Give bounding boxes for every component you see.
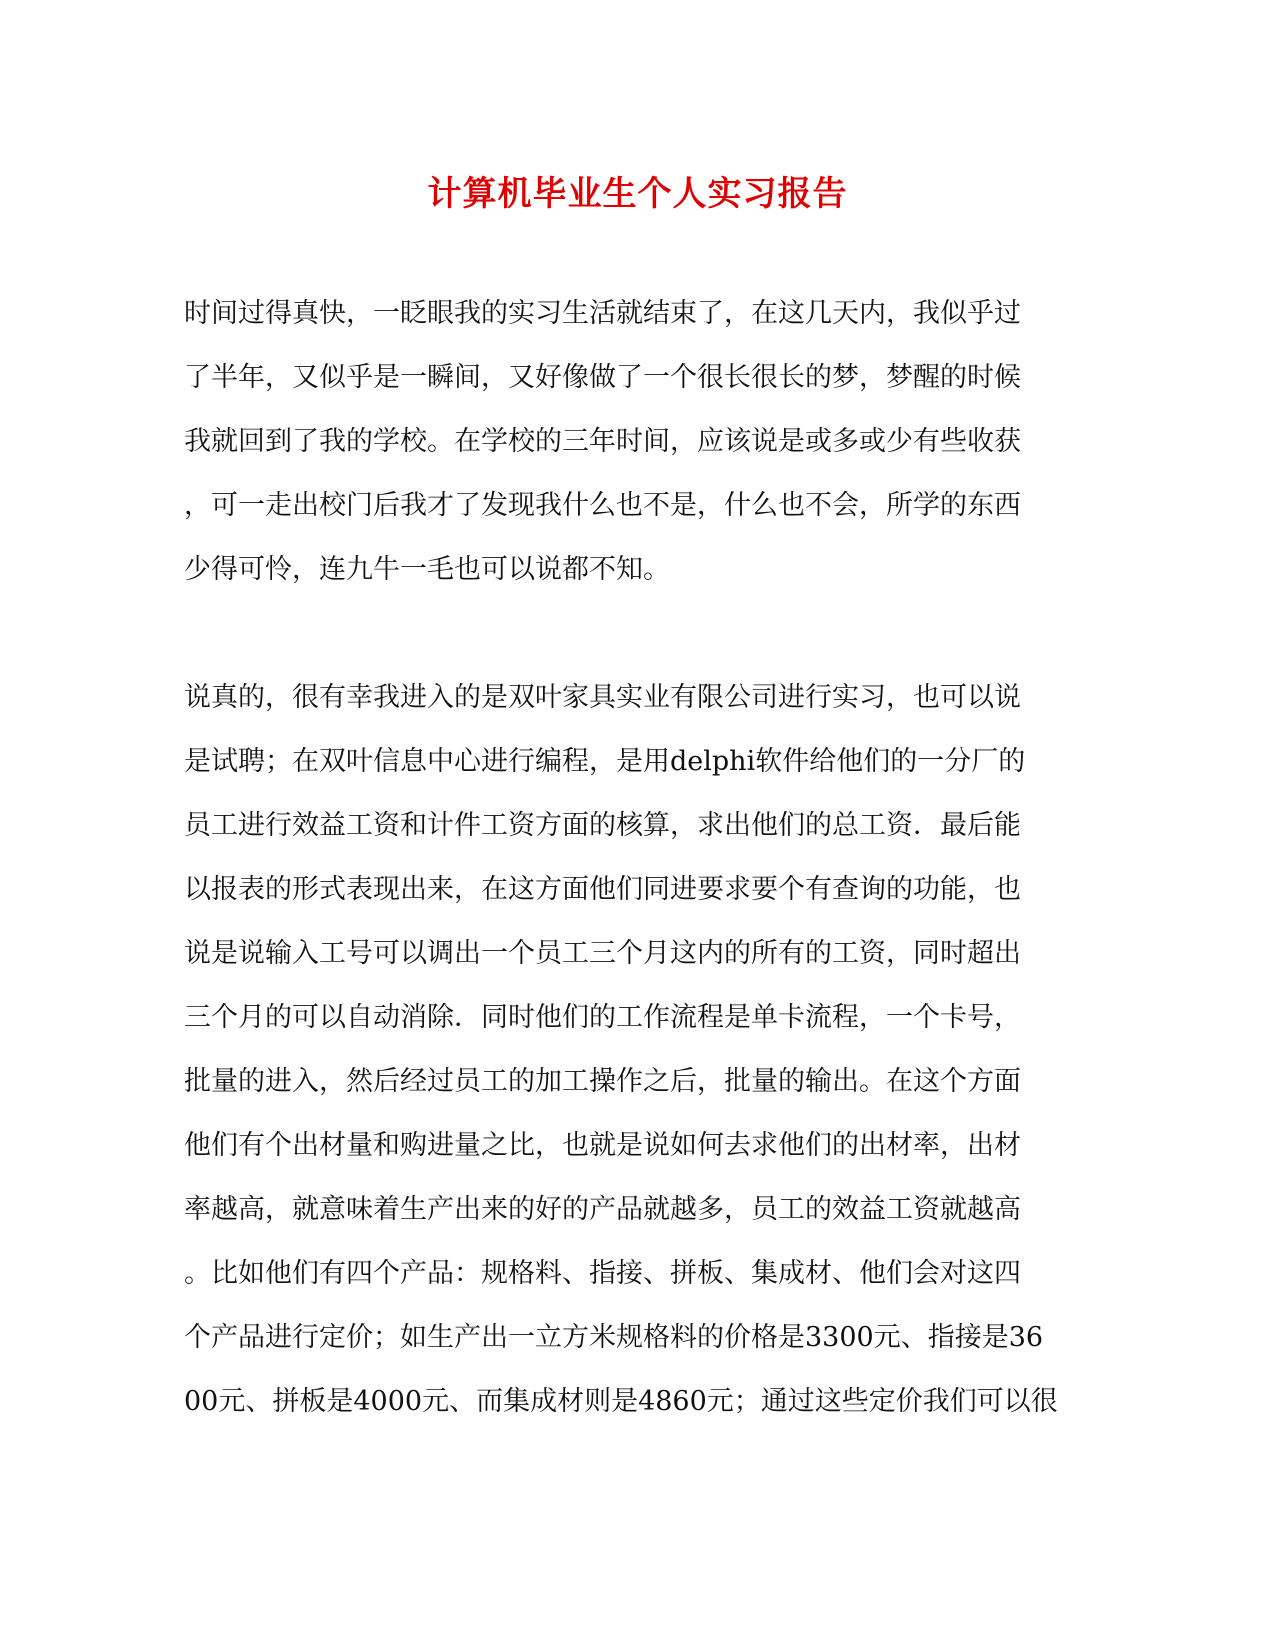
paragraph-line: 率越高，就意味着生产出来的好的产品就越多，员工的效益工资就越高 [184,1194,1021,1225]
paragraph-line: 时间过得真快，一眨眼我的实习生活就结束了，在这几天内，我似乎过 [184,298,1021,329]
paragraph-line: 个产品进行定价；如生产出一立方米规格料的价格是3300元、指接是36 [184,1322,1044,1353]
paragraph-2 [184,666,1090,1434]
paragraph-line: 批量的进入，然后经过员工的加工操作之后，批量的输出。在这个方面 [184,1066,1021,1097]
paragraph-line: 说真的，很有幸我进入的是双叶家具实业有限公司进行实习，也可以说 [184,682,1021,713]
paragraph-line: 00元、拼板是4000元、而集成材则是4860元；通过这些定价我们可以很 [184,1386,1058,1417]
paragraph-line: 三个月的可以自动消除．同时他们的工作流程是单卡流程，一个卡号， [184,1002,1021,1033]
paragraph-line: 以报表的形式表现出来，在这方面他们同进要求要个有查询的功能，也 [184,874,1021,905]
paragraph-line: 是试聘；在双叶信息中心进行编程，是用delphi软件给他们的一分厂的 [184,746,1026,777]
paragraph-line: 。比如他们有四个产品：规格料、指接、拼板、集成材、他们会对这四 [184,1258,1021,1289]
paragraph-line: 员工进行效益工资和计件工资方面的核算，求出他们的总工资．最后能 [184,810,1021,841]
document-title: 计算机毕业生个人实习报告 [427,174,848,214]
paragraph-line: 我就回到了我的学校。在学校的三年时间，应该说是或多或少有些收获 [184,426,1021,457]
paragraph-line: 他们有个出材量和购进量之比，也就是说如何去求他们的出材率，出材 [184,1130,1021,1161]
paragraph-line: 说是说输入工号可以调出一个员工三个月这内的所有的工资，同时超出 [184,938,1021,969]
paragraph-line: ，可一走出校门后我才了发现我什么也不是，什么也不会，所学的东西 [184,490,1021,521]
paragraph-line: 少得可怜，连九牛一毛也可以说都不知。 [184,554,670,585]
paragraph-1 [184,282,1090,602]
paragraph-line: 了半年，又似乎是一瞬间，又好像做了一个很长很长的梦，梦醒的时候 [184,362,1021,393]
